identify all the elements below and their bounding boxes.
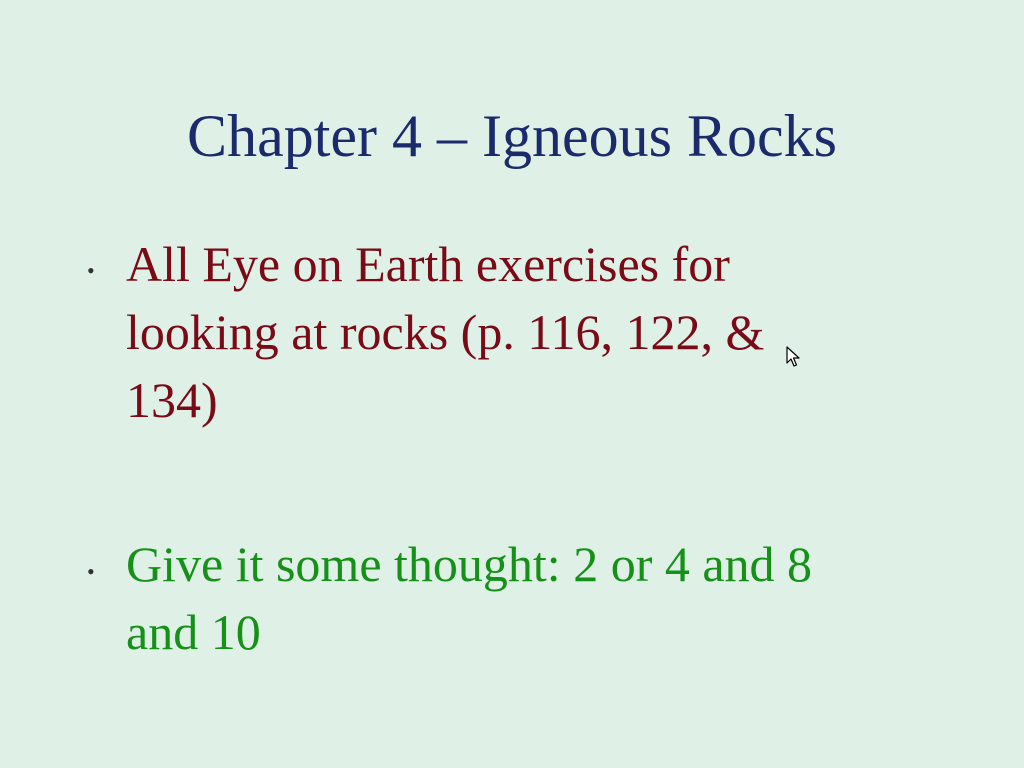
bullet-marker: •: [87, 258, 95, 283]
bullet-line: All Eye on Earth exercises for: [126, 236, 730, 292]
bullet-marker: •: [87, 559, 95, 584]
bullet-line: Give it some thought: 2 or 4 and 8: [126, 536, 813, 592]
bullet-item-give-it-thought: [126, 530, 926, 666]
bullet-item-eye-on-earth: [126, 230, 926, 434]
bullet-line: and 10: [126, 604, 261, 660]
bullet-line: 134): [126, 372, 218, 428]
slide-title: Chapter 4 – Igneous Rocks: [187, 103, 837, 169]
bullet-line: looking at rocks (p. 116, 122, &: [126, 304, 765, 360]
mouse-pointer-icon: [786, 346, 800, 368]
